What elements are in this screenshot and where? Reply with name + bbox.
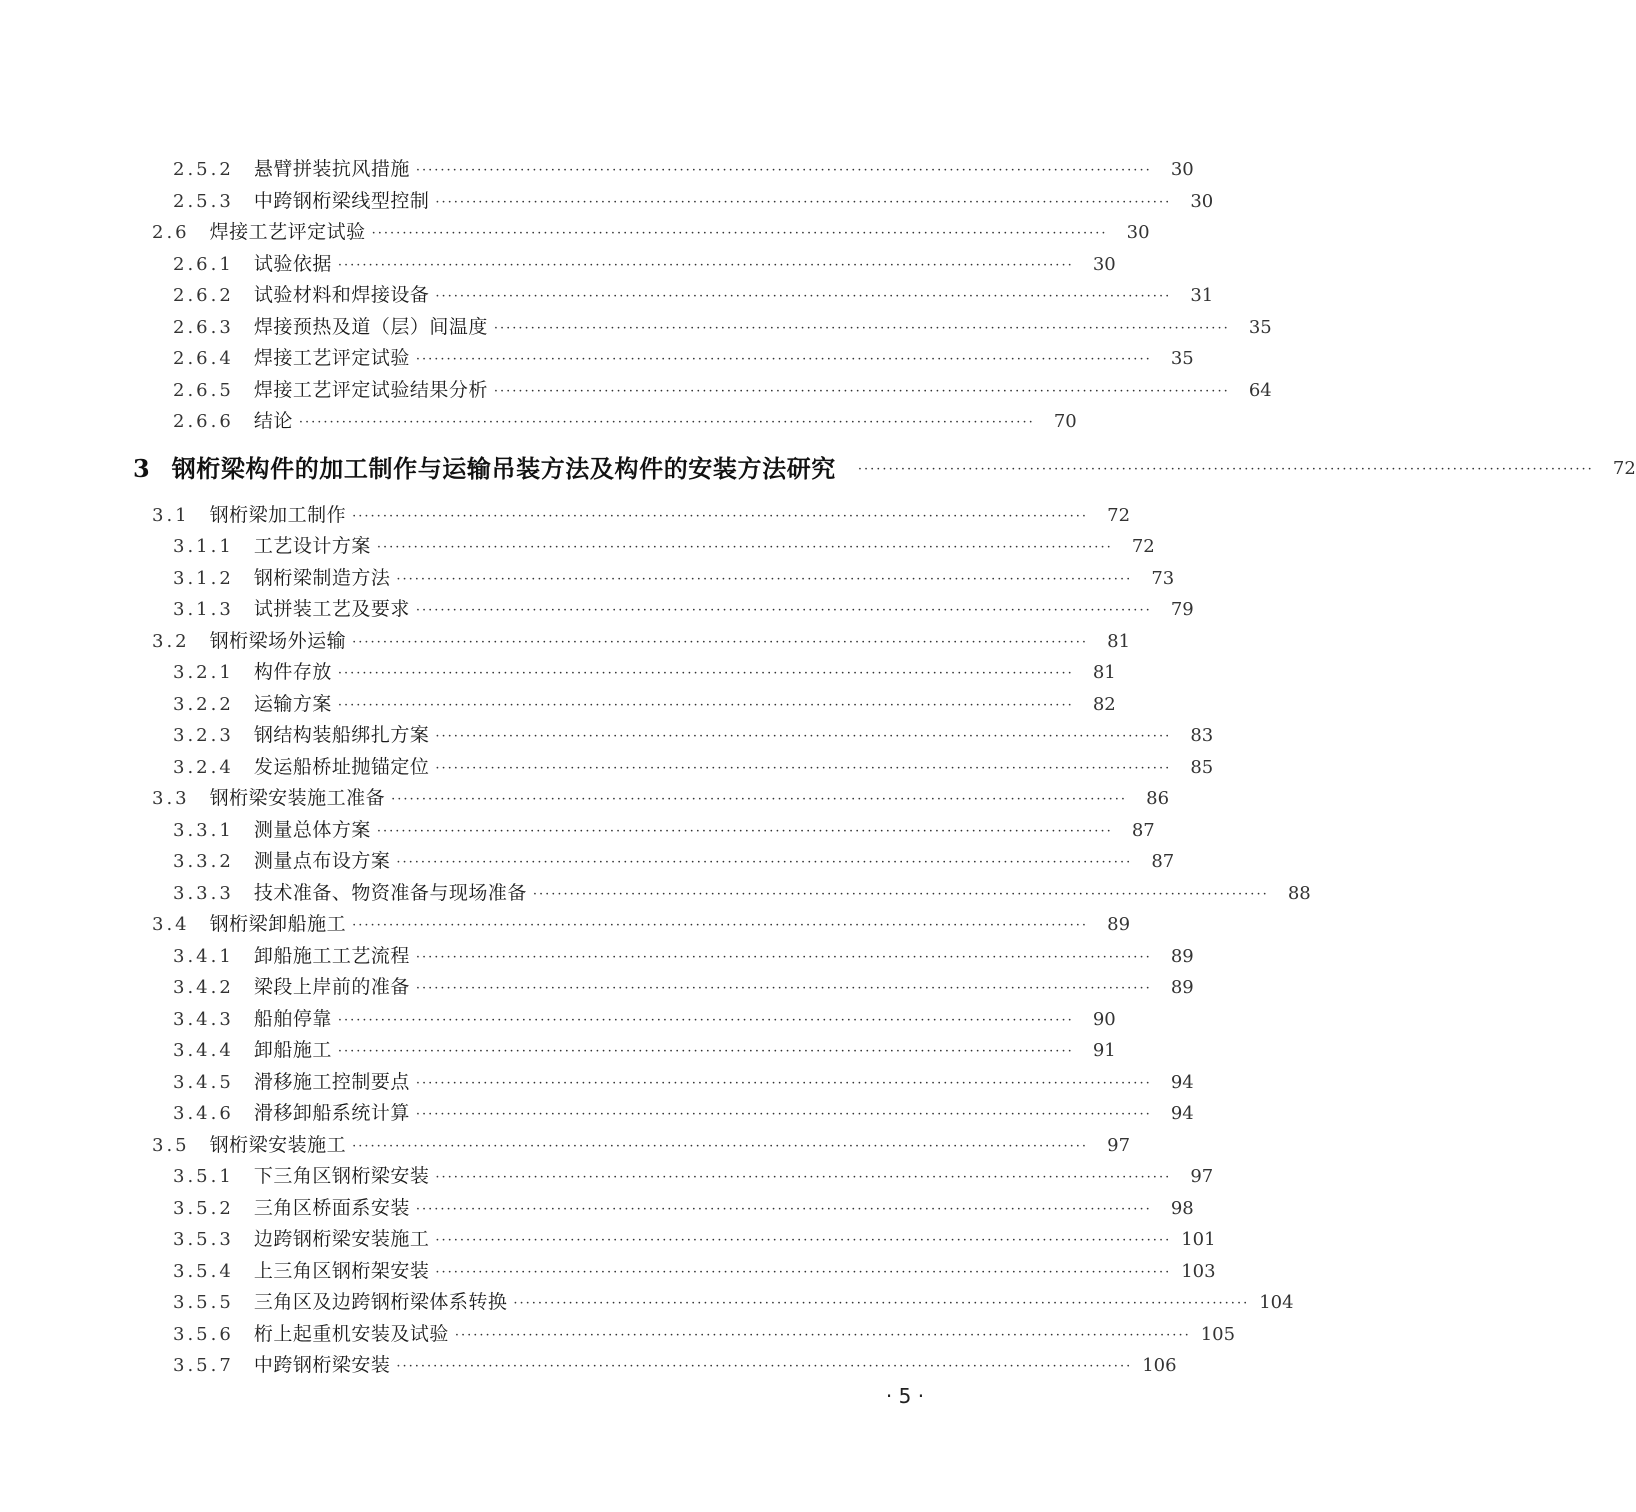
toc-subsection-entry [0, 1350, 1177, 1382]
toc-entry-page: 97 [1190, 1166, 1214, 1187]
toc-subsection-entry [0, 531, 1155, 563]
toc-entry-page: 81 [1107, 630, 1131, 652]
toc-subsection-entry [0, 1067, 1194, 1099]
toc-entry-page: 83 [1190, 725, 1214, 746]
toc-entry-number: 3.2.2 [173, 693, 234, 715]
toc-entry-title: 运输方案 [253, 692, 332, 715]
toc-subsection-entry [0, 1004, 1116, 1036]
toc-dot-leader: ························································································································ [532, 886, 1269, 902]
toc-entry-number: 2.5.2 [173, 159, 234, 180]
toc-dot-leader: ························································································································ [371, 226, 1108, 241]
toc-entry-page: 104 [1259, 1292, 1294, 1313]
toc-entry-number: 3.5 [152, 1134, 190, 1156]
toc-subsection-entry [0, 846, 1175, 878]
toc-dot-leader: ························································································································ [396, 1359, 1133, 1374]
toc-subsection-entry [0, 1287, 1294, 1319]
toc-entry-page: 87 [1151, 851, 1175, 872]
toc-section-entry [0, 909, 1131, 941]
toc-entry-number: 3.3.2 [173, 851, 234, 872]
toc-entry-number: 3.4.1 [173, 945, 234, 967]
toc-subsection-entry [0, 312, 1272, 344]
toc-subsection-entry [0, 1256, 1216, 1288]
toc-dot-leader: ························································································································ [352, 634, 1089, 650]
toc-entry-number: 3.4.5 [173, 1071, 234, 1093]
toc-entry-number: 3.5.2 [173, 1197, 234, 1219]
toc-subsection-entry [0, 941, 1194, 973]
toc-entry-number: 3.5.6 [173, 1323, 234, 1345]
toc-dot-leader: ························································································································ [391, 792, 1128, 807]
toc-entry-page: 73 [1151, 567, 1175, 589]
toc-entry-page: 87 [1131, 819, 1155, 841]
toc-entry-title: 试验依据 [253, 252, 332, 275]
toc-entry-number: 3.1 [152, 504, 190, 526]
toc-dot-leader: ························································································································ [415, 603, 1152, 618]
toc-dot-leader: ························································································································ [415, 949, 1152, 965]
toc-dot-leader: ························································································································ [376, 823, 1113, 839]
toc-entry-page: 72 [1107, 504, 1131, 526]
toc-entry-page: 81 [1092, 662, 1116, 683]
toc-dot-leader: ························································································································ [493, 320, 1230, 336]
toc-entry-page: 72 [1612, 457, 1636, 479]
toc-entry-page: 64 [1248, 379, 1272, 401]
toc-entry-title: 上三角区钢桁架安装 [253, 1259, 430, 1282]
toc-dot-leader: ························································································································ [454, 1327, 1191, 1343]
toc-entry-number: 3.4 [152, 914, 190, 935]
toc-subsection-entry [0, 1193, 1194, 1225]
toc-entry-number: 3.2.4 [173, 756, 234, 778]
toc-entry-title: 焊接预热及道（层）间温度 [253, 315, 488, 338]
toc-entry-page: 30 [1170, 159, 1194, 180]
toc-entry-number: 2.6 [152, 222, 190, 243]
toc-entry-title: 船舶停靠 [253, 1007, 332, 1030]
toc-entry-number: 3.4.4 [173, 1040, 234, 1061]
toc-entry-title: 焊接工艺评定试验 [209, 221, 366, 243]
toc-entry-title: 桁上起重机安装及试验 [253, 1322, 449, 1345]
toc-section-entry [0, 626, 1131, 658]
toc-subsection-entry [0, 375, 1272, 407]
toc-entry-number: 3.2 [152, 630, 190, 652]
toc-entry-number: 3.3.1 [173, 819, 234, 841]
toc-subsection-entry [0, 752, 1214, 784]
toc-dot-leader: ························································································································ [435, 194, 1172, 210]
toc-entry-title: 试拼装工艺及要求 [253, 598, 410, 620]
toc-entry-number: 3.3.3 [173, 882, 234, 904]
toc-entry-number: 3.5.3 [173, 1229, 234, 1250]
toc-dot-leader: ························································································································ [298, 415, 1035, 430]
toc-entry-title: 钢桁梁安装施工 [209, 1133, 347, 1156]
toc-entry-title: 构件存放 [253, 661, 332, 683]
toc-entry-title: 钢结构装船绑扎方案 [253, 724, 430, 746]
toc-entry-number: 2.6.1 [173, 253, 234, 275]
toc-entry-title: 工艺设计方案 [253, 535, 371, 557]
toc-entry-page: 94 [1170, 1071, 1194, 1093]
toc-subsection-entry [0, 186, 1214, 218]
toc-entry-title: 钢桁梁安装施工准备 [209, 787, 386, 809]
toc-subsection-entry [0, 689, 1116, 721]
toc-entry-number: 2.5.3 [173, 190, 234, 212]
toc-entry-number: 3.5.4 [173, 1260, 234, 1282]
toc-subsection-entry [0, 154, 1194, 186]
toc-dot-leader: ························································································································ [415, 981, 1152, 996]
toc-section-entry [0, 217, 1150, 249]
toc-entry-title: 梁段上岸前的准备 [253, 976, 410, 998]
toc-entry-page: 90 [1092, 1008, 1116, 1030]
toc-entry-title: 钢桁梁制造方法 [253, 566, 391, 589]
toc-subsection-entry [0, 594, 1194, 626]
toc-dot-leader: ························································································································ [376, 540, 1113, 555]
toc-entry-number: 3.3 [152, 788, 190, 809]
toc-subsection-entry [0, 343, 1194, 375]
toc-subsection-entry [0, 563, 1175, 595]
toc-entry-title: 钢桁梁场外运输 [209, 629, 347, 652]
toc-entry-title: 结论 [253, 410, 293, 432]
toc-entry-page: 35 [1170, 348, 1194, 369]
toc-entry-number: 2.6.3 [173, 316, 234, 338]
toc-subsection-entry [0, 972, 1194, 1004]
toc-dot-leader: ························································································································ [435, 760, 1172, 776]
toc-subsection-entry [0, 249, 1116, 281]
toc-dot-leader: ························································································································ [337, 666, 1074, 681]
toc-entry-title: 发运船桥址抛锚定位 [253, 755, 430, 778]
toc-entry-title: 钢桁梁卸船施工 [209, 913, 347, 935]
page-number: · 5 · [885, 1384, 925, 1408]
toc-subsection-entry [0, 1161, 1214, 1193]
toc-dot-leader: ························································································································ [435, 729, 1172, 744]
toc-chapter-entry [0, 438, 1636, 500]
toc-entry-page: 30 [1126, 222, 1150, 243]
toc-entry-number: 3.2.3 [173, 725, 234, 746]
toc-dot-leader: ························································································································ [493, 383, 1230, 399]
toc-section-entry [0, 783, 1170, 815]
toc-dot-leader: ························································································································ [415, 1201, 1152, 1217]
toc-subsection-entry [0, 657, 1116, 689]
toc-subsection-entry [0, 878, 1311, 910]
toc-dot-leader: ························································································································ [435, 1264, 1172, 1280]
toc-subsection-entry [0, 1224, 1216, 1256]
toc-dot-leader: ························································································································ [337, 697, 1074, 713]
toc-subsection-entry [0, 1098, 1194, 1130]
toc-entry-page: 105 [1200, 1323, 1236, 1345]
toc-entry-title: 测量点布设方案 [253, 850, 391, 872]
toc-entry-page: 101 [1181, 1229, 1216, 1250]
toc-dot-leader: ························································································································ [415, 163, 1152, 178]
toc-entry-page: 31 [1190, 285, 1214, 306]
toc-entry-title: 卸船施工工艺流程 [253, 944, 410, 967]
toc-entry-page: 35 [1248, 316, 1272, 338]
toc-entry-title: 测量总体方案 [253, 818, 371, 841]
toc-entry-title: 技术准备、物资准备与现场准备 [253, 881, 527, 904]
toc-entry-number: 3 [133, 453, 150, 483]
toc-dot-leader: ························································································································ [352, 508, 1089, 524]
table-of-contents [0, 154, 1636, 1382]
toc-subsection-entry [0, 406, 1080, 438]
toc-entry-page: 82 [1092, 693, 1116, 715]
toc-subsection-entry [0, 1319, 1236, 1351]
toc-entry-page: 89 [1107, 914, 1131, 935]
toc-dot-leader: ························································································································ [513, 1296, 1250, 1311]
toc-entry-number: 3.2.1 [173, 662, 234, 683]
toc-entry-page: 98 [1170, 1197, 1194, 1219]
toc-dot-leader: ························································································································ [337, 1044, 1074, 1059]
toc-dot-leader: ························································································································ [857, 461, 1594, 477]
toc-dot-leader: ························································································································ [415, 352, 1152, 367]
toc-entry-title: 滑移卸船系统计算 [253, 1102, 410, 1124]
toc-entry-title: 边跨钢桁梁安装施工 [253, 1228, 430, 1250]
toc-entry-page: 89 [1170, 977, 1194, 998]
toc-dot-leader: ························································································································ [435, 1233, 1172, 1248]
toc-entry-page: 106 [1142, 1355, 1177, 1376]
toc-entry-number: 3.4.2 [173, 977, 234, 998]
toc-subsection-entry [0, 720, 1214, 752]
toc-entry-page: 70 [1053, 411, 1077, 432]
toc-entry-page: 97 [1107, 1134, 1131, 1156]
toc-entry-number: 2.6.2 [173, 285, 234, 306]
toc-entry-number: 2.6.5 [173, 379, 234, 401]
toc-dot-leader: ························································································································ [352, 918, 1089, 933]
toc-entry-page: 30 [1092, 253, 1116, 275]
toc-subsection-entry [0, 280, 1214, 312]
toc-entry-page: 89 [1170, 945, 1194, 967]
toc-entry-number: 3.5.7 [173, 1355, 234, 1376]
toc-entry-title: 三角区及边跨钢桁梁体系转换 [253, 1291, 508, 1313]
toc-entry-title: 中跨钢桁梁线型控制 [253, 189, 430, 212]
toc-entry-number: 3.5.5 [173, 1292, 234, 1313]
toc-entry-number: 3.5.1 [173, 1166, 234, 1187]
toc-dot-leader: ························································································································ [396, 571, 1133, 587]
toc-dot-leader: ························································································································ [396, 855, 1133, 870]
toc-entry-number: 3.4.3 [173, 1008, 234, 1030]
toc-entry-title: 钢桁梁构件的加工制作与运输吊装方法及构件的安装方法研究 [171, 453, 836, 483]
toc-section-entry [0, 1130, 1131, 1162]
toc-entry-page: 91 [1092, 1040, 1116, 1061]
toc-section-entry [0, 500, 1131, 532]
toc-entry-title: 悬臂拼装抗风措施 [253, 158, 410, 180]
toc-entry-number: 2.6.4 [173, 348, 234, 369]
toc-entry-page: 103 [1181, 1260, 1216, 1282]
toc-entry-title: 滑移施工控制要点 [253, 1070, 410, 1093]
toc-entry-page: 86 [1146, 788, 1170, 809]
toc-entry-page: 94 [1170, 1103, 1194, 1124]
toc-entry-title: 焊接工艺评定试验结果分析 [253, 378, 488, 401]
toc-entry-page: 79 [1170, 599, 1194, 620]
toc-entry-number: 3.1.1 [173, 536, 234, 557]
toc-entry-page: 88 [1287, 882, 1311, 904]
toc-entry-number: 3.4.6 [173, 1103, 234, 1124]
toc-entry-title: 试验材料和焊接设备 [253, 284, 430, 306]
toc-entry-number: 3.1.2 [173, 567, 234, 589]
toc-dot-leader: ························································································································ [435, 289, 1172, 304]
toc-dot-leader: ························································································································ [337, 1012, 1074, 1028]
toc-entry-title: 三角区桥面系安装 [253, 1196, 410, 1219]
toc-dot-leader: ························································································································ [415, 1107, 1152, 1122]
toc-dot-leader: ························································································································ [352, 1138, 1089, 1154]
toc-entry-title: 钢桁梁加工制作 [209, 503, 347, 526]
toc-entry-number: 2.6.6 [173, 411, 234, 432]
toc-subsection-entry [0, 1035, 1116, 1067]
toc-dot-leader: ························································································································ [337, 257, 1074, 273]
toc-entry-page: 72 [1131, 536, 1155, 557]
toc-entry-page: 85 [1190, 756, 1214, 778]
toc-subsection-entry [0, 815, 1155, 847]
toc-entry-title: 焊接工艺评定试验 [253, 347, 410, 369]
toc-dot-leader: ························································································································ [435, 1170, 1172, 1185]
toc-entry-page: 30 [1190, 190, 1214, 212]
toc-entry-number: 3.1.3 [173, 599, 234, 620]
toc-entry-title: 卸船施工 [253, 1039, 332, 1061]
toc-entry-title: 下三角区钢桁梁安装 [253, 1165, 430, 1187]
toc-dot-leader: ························································································································ [415, 1075, 1152, 1091]
toc-entry-title: 中跨钢桁梁安装 [253, 1354, 391, 1376]
